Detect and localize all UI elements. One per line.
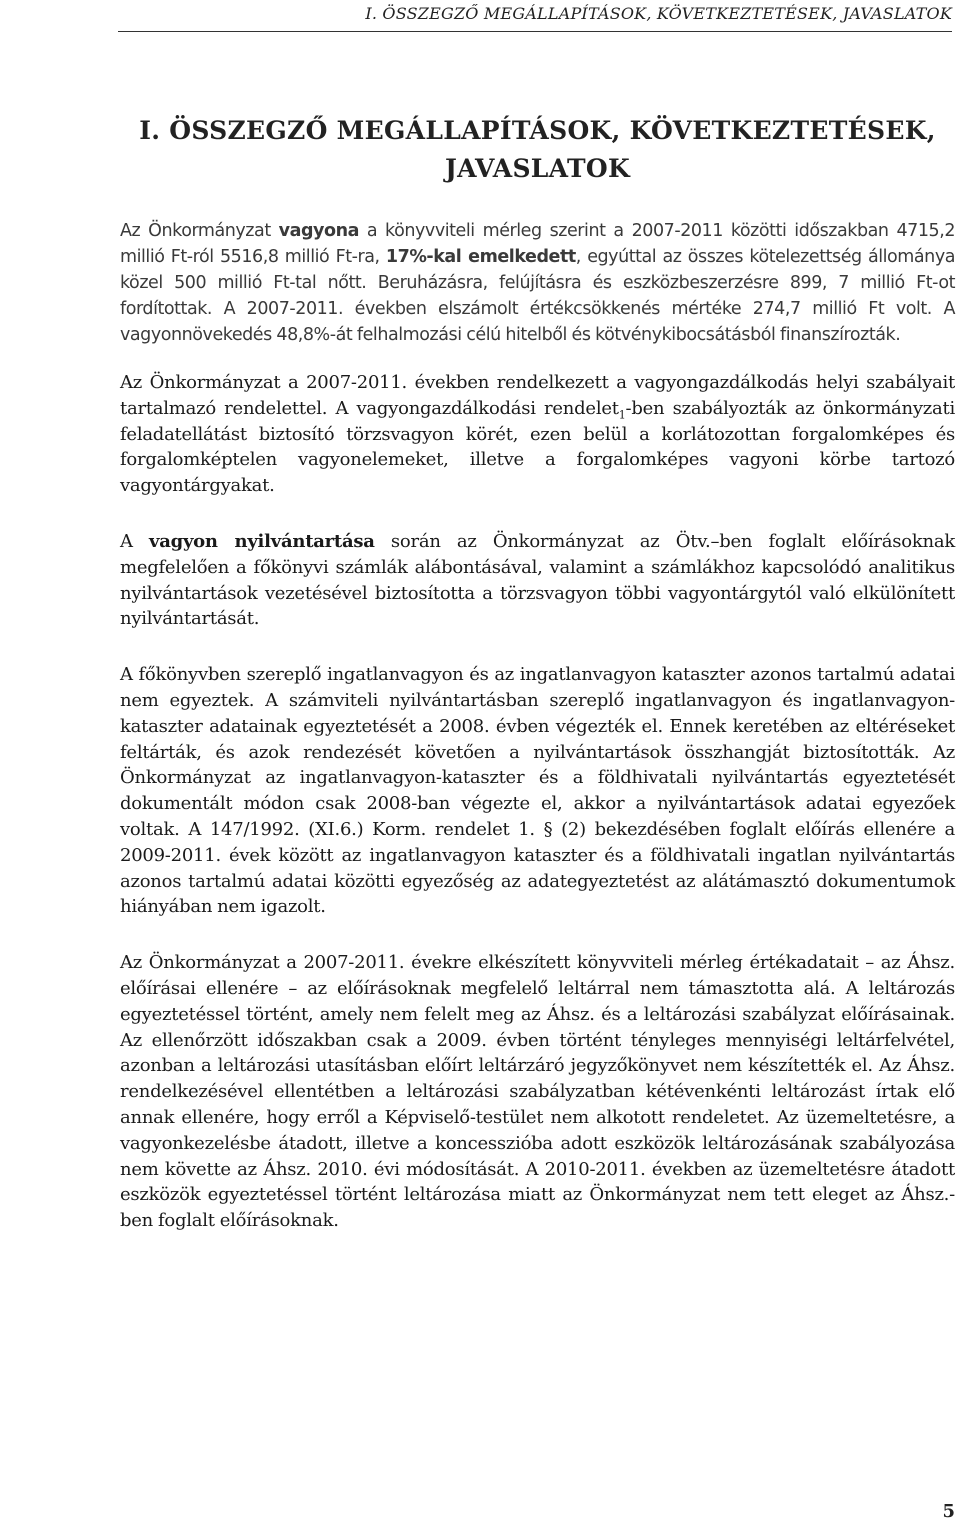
running-header: I. ÖSSZEGZŐ MEGÁLLAPÍTÁSOK, KÖVETKEZTETÉSEK, JAVASLATOK: [365, 4, 952, 23]
chapter-title-line-2: JAVASLATOK: [444, 154, 631, 183]
text-span: Az Önkormányzat a 2007-2011. években rendelkezett a vagyongazdálkodás helyi szabályait tartalmazó rendelettel. A vagyongazdálkodási rendelet: [120, 372, 955, 419]
paragraph-asset-regulation: [120, 370, 955, 499]
chapter-title: [120, 112, 955, 188]
text-span: A: [120, 530, 149, 552]
text-span: során az Önkormányzat az Ötv.–ben foglalt előírásoknak megfelelően a főkönyvi számlák alábontásával, valamint a számlákhoz kapcsolódó analitikus nyilvántartások vezetésével biztosította a törzsvagyon többi vagyontárgytól való elkülönített nyilvántartását.: [120, 530, 955, 630]
paragraph-inventory: Az Önkormányzat a 2007-2011. évekre elkészített könyvviteli mérleg értékadatait – az Áhsz. előírásai ellenére – az előírásoknak megfelelő leltárral nem támasztotta alá. A leltározás egyeztetéssel történt, amely nem felelt meg az Áhsz. és a leltározási szabályzat előírásainak. Az ellenőrzött időszakban csak a 2009. évben történt tényleges mennyiségi leltárfelvétel, azonban a leltározási utasításban előírt leltárzáró jegyzőkönyvet nem készítették el. Az Áhsz. rendelkezésével ellentétben a leltározási szabályzatban kétévenkénti leltározást írtak elő annak ellenére, hogy erről a Képviselő-testület nem alkotott rendeletet. Az üzemeltetésre, a vagyonkezelésbe átadott, illetve a koncesszióba adott eszközök leltározásának szabályozása nem követte az Áhsz. 2010. évi módosítását. A 2010-2011. években az üzemeltetésre átadott eszközök egyeztetéssel történt leltározása miatt az Önkormányzat nem tett eleget az Áhsz.-ben foglalt előírásoknak.: [120, 952, 955, 1232]
chapter-title-line-1: I. ÖSSZEGZŐ MEGÁLLAPÍTÁSOK, KÖVETKEZTETÉSEK,: [139, 116, 936, 145]
text-span: -ben szabályozták az önkormányzati feladatellátást biztosító törzsvagyon körét, ezen belül a korlátozottan forgalomképes és forgalomképtelen vagyonelemeket, illetve a forgalomképes vagyoni körbe tartozó vagyontárgyakat.: [120, 397, 955, 497]
text-span: a könyvviteli mérleg szerint a 2007-2011 közötti időszakban 4715,2 millió Ft-ról 5516,8 millió Ft-ra,: [120, 221, 956, 267]
text-span: , egyúttal az összes kötelezettség állománya közel 500 millió Ft-tal nőtt. Beruházásra, felújításra és eszközbeszerzésre 899, 7 millió Ft-ot fordítottak. A 2007-2011. években elszámolt értékcsökkenés mértéke 274,7 millió Ft volt. A vagyonnövekedés 48,8%-át felhalmozási célú hitelből és kötvénykibocsátásból finanszírozták.: [120, 247, 956, 345]
text-span: Az Önkormányzat: [120, 221, 279, 241]
paragraph-asset-records: [120, 529, 955, 632]
emphasis-text: vagyona: [278, 221, 359, 241]
page-body: [120, 112, 955, 1259]
footnote-marker: 1: [618, 408, 626, 422]
page-number: 5: [942, 1501, 955, 1522]
paragraph-real-estate-register: A főkönyvben szereplő ingatlanvagyon és az ingatlanvagyon kataszter azonos tartalmú adatai nem egyeztek. A számviteli nyilvántartásban szereplő ingatlanvagyon és ingatlanvagyon-kataszter adatainak egyeztetését a 2008. évben végezték el. Ennek keretében az eltéréseket feltárták, és azok rendezését követően a nyilvántartások összhangját biztosították. Az Önkormányzat az ingatlanvagyon-kataszter és a földhivatali nyilvántartás egyeztetését dokumentált módon csak 2008-ban végezte el, akkor a nyilvántartások adatai egyezőek voltak. A 147/1992. (XI.6.) Korm. rendelet 1. § (2) bekezdésében foglalt előírás ellenére a 2009-2011. évek között az ingatlanvagyon kataszter és a földhivatali ingatlan nyilvántartás azonos tartalmú adatai közötti egyezőség az adategyeztetést az alátámasztó dokumentumok hiányában nem igazolt.: [120, 664, 955, 918]
emphasis-text: 17%-kal emelkedett: [385, 247, 576, 267]
paragraph-asset-growth: [120, 218, 955, 348]
emphasis-text: vagyon nyilvántartása: [148, 530, 375, 552]
header-divider: [118, 31, 952, 32]
